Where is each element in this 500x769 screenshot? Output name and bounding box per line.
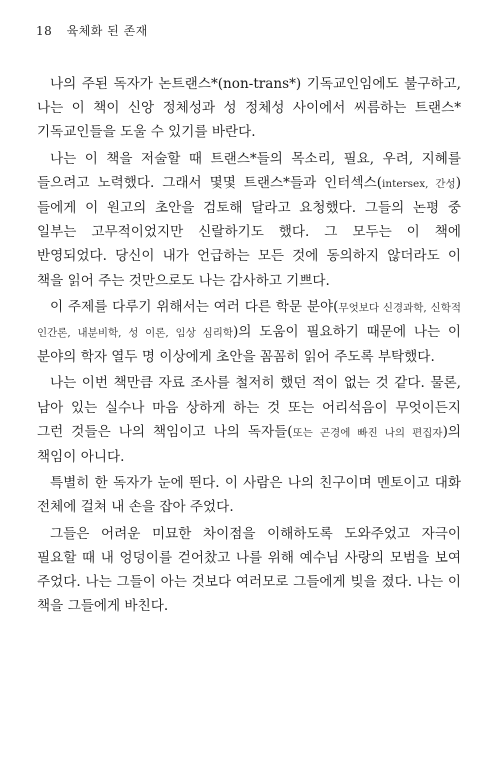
paragraph-text: )의 책임이 아니다. xyxy=(37,423,461,466)
paragraph-3 xyxy=(37,295,461,370)
paragraph-text: 나의 주된 독자가 논트랜스*(non-trans*) 기독교인임에도 불구하고, 나는 이 책이 신앙 정체성과 성 정체성 사이에서 씨름하는 트랜스* 기독교인들을 도울 수 있기를 바란다. xyxy=(37,76,461,141)
body-text xyxy=(37,72,461,620)
parenthetical-note: 무엇보다 신경과학, 신학적 인간론, 내분비학, 성 이론, 임상 심리학 xyxy=(37,301,461,340)
paragraph-5 xyxy=(37,471,461,519)
paragraph-2 xyxy=(37,147,461,293)
paragraph-6 xyxy=(37,522,461,619)
paragraph-text: )들에게 이 원고의 초안을 검토해 달라고 요청했다. 그들의 논평 중 일부는 고무적이었지만 신랄하기도 했다. 그 모두는 이 책에 반영되었다. 당신이 내가 언급하는 모든 것에 동의하지 않더라도 이 책을 읽어 주는 것만으로도 나는 감사하고 기쁘다. xyxy=(37,174,462,289)
page-number: 18 xyxy=(36,24,53,38)
paragraph-text: 특별히 한 독자가 눈에 띈다. 이 사람은 나의 친구이며 멘토이고 대화 전체에 걸쳐 내 손을 잡아 주었다. xyxy=(37,475,461,516)
parenthetical-note: intersex, 간성 xyxy=(382,177,456,190)
paragraph-text: )의 도움이 필요하기 때문에 나는 이 분야의 학자 열두 명 이상에게 초안을 꼼꼼히 읽어 주도록 부탁했다. xyxy=(37,324,461,366)
paragraph-text: 이 주제를 다루기 위해서는 여러 다른 학문 분야( xyxy=(50,298,339,315)
paragraph-text: 나는 이번 책만큼 자료 조사를 철저히 했던 적이 없는 것 같다. 물론, 남아 있는 실수나 마음 상하게 하는 것 또는 어리석음이 무엇이든지 그런 것들은 나의 책임이고 나의 독자들( xyxy=(37,375,461,440)
paragraph-4 xyxy=(37,371,461,469)
running-header xyxy=(36,22,148,39)
paragraph-text: 그들은 어려운 미묘한 차이점을 이해하도록 도와주었고 자극이 필요할 때 내 엉덩이를 걷어찼고 나를 위해 예수님 사랑의 모범을 보여 주었다. 나는 그들이 아는 것보다 여러모로 그들에게 빚을 졌다. 나는 이 책을 그들에게 바친다. xyxy=(37,525,461,615)
paragraph-1 xyxy=(37,72,461,145)
paragraph-text: 나는 이 책을 저술할 때 트랜스*들의 목소리, 필요, 우려, 지혜를 들으려고 노력했다. 그래서 몇몇 트랜스*들과 인터섹스( xyxy=(37,150,461,191)
parenthetical-note: 또는 곤경에 빠진 나의 편집자 xyxy=(292,426,443,439)
running-title: 육체화 된 존재 xyxy=(66,24,148,38)
